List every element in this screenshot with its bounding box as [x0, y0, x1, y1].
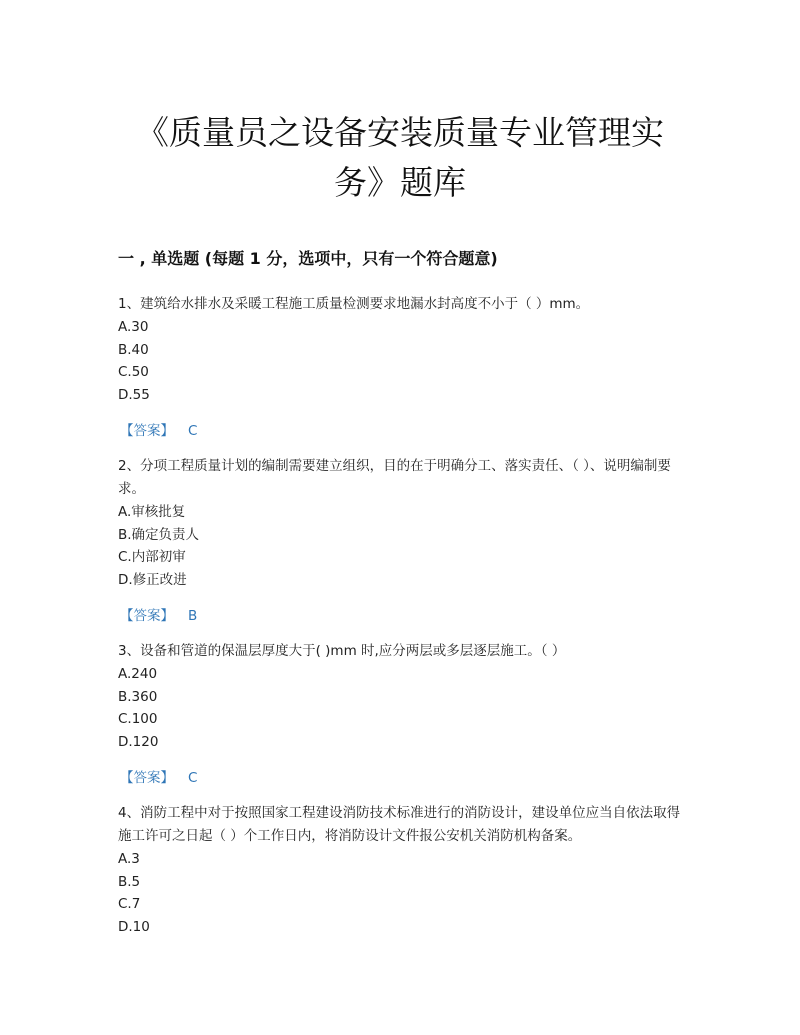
document-title-line-1: 《质量员之设备安装质量专业管理实 [136, 113, 664, 152]
question-option-c: C.7 [118, 896, 141, 912]
question-option-c: C.内部初审 [118, 549, 186, 565]
question-1 [118, 293, 688, 442]
question-option-b: B.40 [118, 341, 149, 358]
question-stem: 4、消防工程中对于按照国家工程建设消防技术标准进行的消防设计，建设单位应当自依法取得施工许可之日起（ ）个工作日内，将消防设计文件报公安机关消防机构备案。 [118, 805, 681, 844]
answer-label: 【答案】 [120, 608, 174, 624]
question-option-d: D.10 [118, 918, 150, 935]
question-option-d: D.修正改进 [118, 571, 187, 588]
question-option-a: A.30 [118, 319, 149, 335]
question-2 [118, 455, 688, 627]
answer-value: B [188, 608, 198, 624]
question-option-a: A.3 [118, 851, 140, 867]
question-answer [120, 605, 688, 627]
answer-value: C [188, 423, 198, 439]
question-answer [120, 420, 688, 442]
question-stem: 3、设备和管道的保温层厚度大于( )mm 时,应分两层或多层逐层施工。（ ） [118, 643, 566, 659]
question-4 [118, 802, 688, 938]
question-option-d: D.120 [118, 733, 159, 750]
question-answer [120, 767, 688, 789]
question-option-c: C.100 [118, 711, 158, 727]
question-stem: 2、分项工程质量计划的编制需要建立组织，目的在于明确分工、落实责任、（ ）、说明编制要求。 [118, 458, 671, 497]
question-option-b: B.确定负责人 [118, 526, 200, 543]
question-option-c: C.50 [118, 364, 149, 380]
answer-label: 【答案】 [120, 423, 174, 439]
answer-label: 【答案】 [120, 770, 174, 786]
document-title [100, 108, 700, 208]
section-heading-single-choice: 一 , 单选题 (每题 1 分，选项中，只有一个符合题意) [118, 249, 498, 268]
question-option-a: A.审核批复 [118, 504, 186, 520]
question-option-b: B.360 [118, 688, 158, 705]
question-option-d: D.55 [118, 386, 150, 403]
document-title-line-2: 务》题库 [334, 163, 466, 202]
question-stem: 1、建筑给水排水及采暖工程施工质量检测要求地漏水封高度不小于（ ）mm。 [118, 296, 590, 312]
answer-value: C [188, 770, 198, 786]
question-option-a: A.240 [118, 666, 158, 682]
question-option-b: B.5 [118, 873, 141, 890]
question-3 [118, 640, 688, 789]
